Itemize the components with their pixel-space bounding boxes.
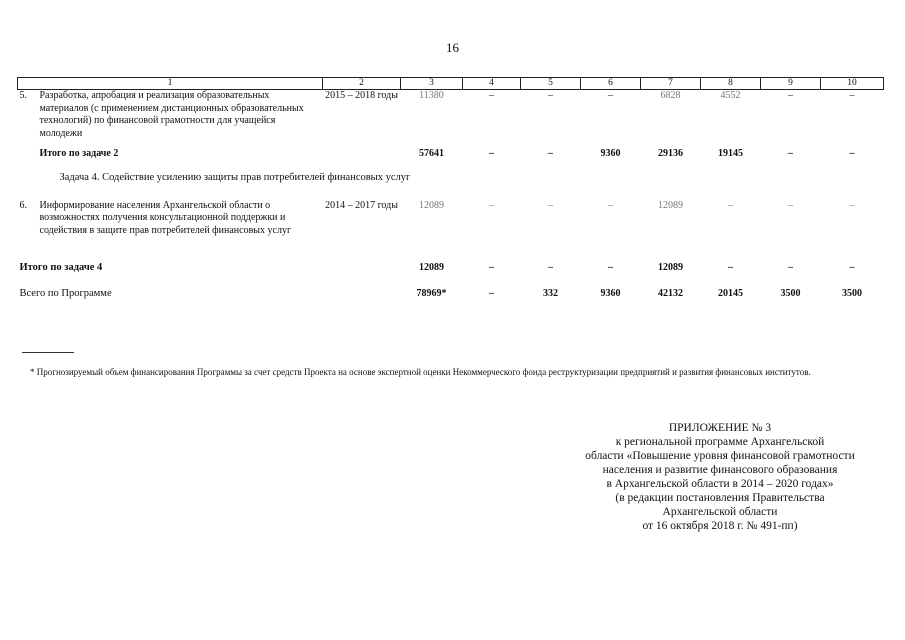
column-header: 1 xyxy=(18,78,323,90)
cell-value: – xyxy=(548,261,553,273)
cell-value: 12089 xyxy=(419,199,444,211)
appendix-line: от 16 октября 2018 г. № 491-пп) xyxy=(642,520,798,532)
appendix-line: к региональной программе Архангельской xyxy=(615,436,825,448)
column-header: 3 xyxy=(401,78,463,90)
cell-value: 332 xyxy=(543,287,558,299)
cell-value: 12089 xyxy=(419,261,444,273)
footnote: * Прогнозируемый объем финансирования Программы за счет средств Проекта на основе экспертной оценки Некоммерческого фонда реструктуризации предприятий и развития финансовых институтов. xyxy=(30,367,811,377)
column-header: 5 xyxy=(521,78,581,90)
page-number: 16 xyxy=(446,40,459,55)
cell-value: 12089 xyxy=(658,261,683,273)
cell-value: – xyxy=(849,199,855,211)
cell-value: – xyxy=(728,199,733,211)
cell-value: – xyxy=(548,90,553,101)
row-number: 6. xyxy=(19,199,27,211)
cell-value: 9360 xyxy=(600,287,621,299)
column-header: 2 xyxy=(323,78,401,90)
column-header: 10 xyxy=(821,78,884,90)
column-header: 6 xyxy=(581,78,641,90)
cell-value: 12089 xyxy=(658,199,683,211)
cell-value: 3500 xyxy=(780,287,801,299)
cell-value: – xyxy=(788,261,793,273)
cell-value: 57641 xyxy=(419,147,444,159)
appendix-line: Архангельской области xyxy=(662,506,778,518)
cell-value: – xyxy=(548,147,553,159)
table-row-6 xyxy=(18,200,884,262)
cell-value: – xyxy=(849,147,855,159)
total-label: Всего по Программе xyxy=(19,287,112,299)
row-number: 5. xyxy=(19,90,27,101)
column-header: 4 xyxy=(463,78,521,90)
cell-value: 29136 xyxy=(658,147,683,159)
cell-value: 20145 xyxy=(718,287,743,299)
appendix-line: населения и развитие финансового образования xyxy=(602,464,838,476)
program-table xyxy=(17,77,884,308)
column-header: 8 xyxy=(701,78,761,90)
total-row-task-2 xyxy=(18,148,884,172)
cell-value: – xyxy=(608,90,613,101)
column-header: 7 xyxy=(641,78,701,90)
cell-value: – xyxy=(788,147,793,159)
cell-value: – xyxy=(849,90,855,101)
table-row-5 xyxy=(18,90,884,148)
cell-value: 19145 xyxy=(718,147,743,159)
grand-total-row xyxy=(18,288,884,308)
cell-value: – xyxy=(608,199,613,211)
table-header-row xyxy=(18,78,884,90)
section-heading: Задача 4. Содействие усилению защиты прав потребителей финансовых услуг xyxy=(59,171,411,183)
column-header: 9 xyxy=(761,78,821,90)
appendix-line: в Архангельской области в 2014 – 2020 годах» xyxy=(606,478,834,490)
cell-value: 42132 xyxy=(658,287,683,299)
cell-value: – xyxy=(489,199,494,211)
appendix-block xyxy=(560,421,880,533)
cell-value: 3500 xyxy=(842,287,862,299)
cell-value: 6828 xyxy=(660,90,681,101)
cell-value: – xyxy=(788,90,793,101)
cell-value: – xyxy=(788,199,793,211)
cell-value: – xyxy=(728,261,733,273)
cell-value: – xyxy=(608,261,613,273)
total-label: Итого по задаче 4 xyxy=(19,261,103,273)
row-period: 2015 – 2018 годы xyxy=(325,90,398,101)
appendix-title: ПРИЛОЖЕНИЕ № 3 xyxy=(668,422,772,434)
total-row-task-4 xyxy=(18,262,884,288)
footnote-divider xyxy=(22,352,74,353)
total-label: Итого по задаче 2 xyxy=(39,147,119,159)
cell-value: 78969* xyxy=(416,287,447,299)
appendix-line: (в редакции постановления Правительства xyxy=(615,492,825,504)
task-4-heading-row xyxy=(18,172,884,200)
cell-value: – xyxy=(489,147,494,159)
cell-value: 4552 xyxy=(720,90,741,101)
cell-value: – xyxy=(489,261,494,273)
cell-value: – xyxy=(548,199,553,211)
cell-value: 11380 xyxy=(419,90,444,101)
row-description: Разработка, апробация и реализация образовательных материалов (с применением дистанционных образовательных технологий) по финансовой грамотности для учащейся молодежи xyxy=(39,90,304,139)
cell-value: – xyxy=(489,90,494,101)
cell-value: – xyxy=(489,287,494,299)
row-period: 2014 – 2017 годы xyxy=(325,199,398,211)
appendix-line: области «Повышение уровня финансовой грамотности xyxy=(585,450,855,462)
cell-value: 9360 xyxy=(600,147,621,159)
cell-value: – xyxy=(849,261,855,273)
row-description: Информирование населения Архангельской области о возможностях получения консультационной поддержки и содействия в защите прав потребителей финансовых услуг xyxy=(39,199,292,236)
